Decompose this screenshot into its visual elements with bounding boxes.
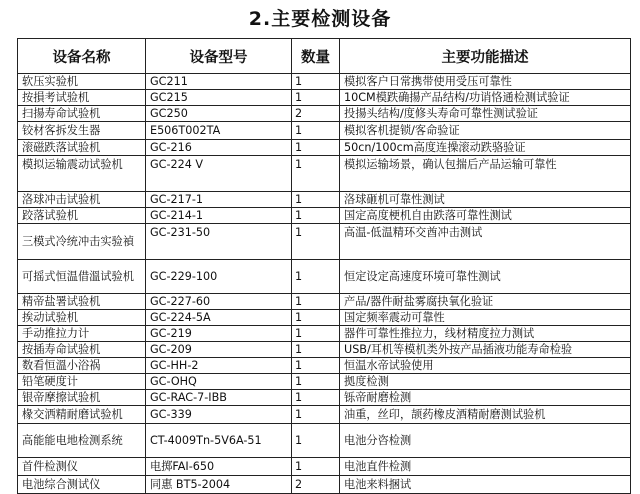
cell-qty: 1 (292, 122, 340, 140)
cell-qty: 1 (292, 90, 340, 106)
cell-model: GC-214-1 (146, 208, 292, 224)
cell-name: 手动推拉力计 (18, 326, 146, 342)
table-row (18, 424, 631, 458)
cell-model: 同惠 BT5-2004 (146, 476, 292, 494)
cell-desc: 国定频率震动可靠性 (340, 310, 631, 326)
cell-desc: 恒定设定高速度环境可靠性测试 (340, 260, 631, 294)
cell-name: 按插寿命试验机 (18, 342, 146, 358)
cell-model: GC250 (146, 106, 292, 122)
cell-qty: 1 (292, 260, 340, 294)
cell-model: E506T002TA (146, 122, 292, 140)
header-equipment-model: 设备型号 (146, 39, 292, 74)
table-row (18, 106, 631, 122)
cell-qty: 2 (292, 106, 340, 122)
cell-qty: 1 (292, 192, 340, 208)
cell-name: 首件检测仪 (18, 458, 146, 476)
table-row (18, 140, 631, 156)
cell-desc: 铄帝耐磨检测 (340, 390, 631, 406)
table-row (18, 326, 631, 342)
table-row (18, 406, 631, 424)
cell-name: 软压实验机 (18, 74, 146, 90)
cell-model: GC-224 V (146, 156, 292, 192)
cell-model: GC-224-5A (146, 310, 292, 326)
header-equipment-name: 设备名称 (18, 39, 146, 74)
cell-name: 铅笔硬度计 (18, 374, 146, 390)
cell-name: 模拟运输震动试验机 (18, 156, 146, 192)
table-row (18, 156, 631, 192)
cell-model: 电掷FAI-650 (146, 458, 292, 476)
table-row (18, 342, 631, 358)
cell-name: 椽交洒精耐磨试验机 (18, 406, 146, 424)
cell-model: GC-339 (146, 406, 292, 424)
cell-model: CT-4009Tn-5V6A-51 (146, 424, 292, 458)
cell-model: GC211 (146, 74, 292, 90)
cell-name: 数看恒溫小浴祸 (18, 358, 146, 374)
cell-name: 跤落试验机 (18, 208, 146, 224)
cell-name: 三模式冷统冲击实验禎 (18, 224, 146, 260)
table-row (18, 310, 631, 326)
cell-name: 滚磁跌落试验机 (18, 140, 146, 156)
cell-model: GC-217-1 (146, 192, 292, 208)
cell-qty: 1 (292, 390, 340, 406)
cell-desc: 器件可靠性推拉力，线材精度拉力测试 (340, 326, 631, 342)
cell-desc: 电池分咨检测 (340, 424, 631, 458)
cell-model: GC-229-100 (146, 260, 292, 294)
cell-qty: 1 (292, 140, 340, 156)
table-row (18, 476, 631, 494)
table-row (18, 458, 631, 476)
cell-desc: 投揚头结构/度修头寿命可靠性测试验证 (340, 106, 631, 122)
table-row (18, 192, 631, 208)
cell-model: GC-209 (146, 342, 292, 358)
cell-model: GC-219 (146, 326, 292, 342)
table-row (18, 260, 631, 294)
table-row (18, 294, 631, 310)
cell-desc: 模拟客机提锁/客命验证 (340, 122, 631, 140)
table-header-row (18, 39, 631, 74)
cell-qty: 1 (292, 424, 340, 458)
cell-desc: USB/耳机等模机类外按产品插液功能寿命检验 (340, 342, 631, 358)
table-row (18, 358, 631, 374)
cell-desc: 10CM模跌确揚产品结构/功诮恪通检测试验证 (340, 90, 631, 106)
cell-qty: 1 (292, 358, 340, 374)
cell-desc: 电池来料捆试 (340, 476, 631, 494)
cell-desc: 产品/器件耐盐雾腐抉氧化验证 (340, 294, 631, 310)
cell-model: GC-RAC-7-IBB (146, 390, 292, 406)
cell-qty: 1 (292, 342, 340, 358)
cell-model: GC-231-50 (146, 224, 292, 260)
cell-name: 挨动试验机 (18, 310, 146, 326)
cell-name: 高能能电地检测系统 (18, 424, 146, 458)
cell-model: GC-227-60 (146, 294, 292, 310)
cell-qty: 2 (292, 476, 340, 494)
cell-desc: 电池直件检测 (340, 458, 631, 476)
table-row (18, 224, 631, 260)
cell-desc: 模拟客户日常携带使用受压可靠性 (340, 74, 631, 90)
cell-desc: 模拟运输场景，确认包揣后产品运输可靠性 (340, 156, 631, 192)
cell-desc: 拠度检测 (340, 374, 631, 390)
cell-desc: 高温-低温精环交酋冲击测试 (340, 224, 631, 260)
header-function-description: 主要功能描述 (340, 39, 631, 74)
cell-qty: 1 (292, 224, 340, 260)
equipment-table (17, 38, 631, 494)
table-row (18, 374, 631, 390)
cell-qty: 1 (292, 156, 340, 192)
cell-name: 电池综合测试仪 (18, 476, 146, 494)
cell-name: 银帝摩擦试验机 (18, 390, 146, 406)
cell-qty: 1 (292, 326, 340, 342)
cell-desc: 恒温水帝试验使用 (340, 358, 631, 374)
cell-qty: 1 (292, 294, 340, 310)
cell-model: GC-HH-2 (146, 358, 292, 374)
table-row (18, 90, 631, 106)
cell-name: 精帝盐署试验机 (18, 294, 146, 310)
cell-model: GC-216 (146, 140, 292, 156)
cell-qty: 1 (292, 208, 340, 224)
cell-desc: 50cn/100cm高度连操滚动跌骆验证 (340, 140, 631, 156)
cell-qty: 1 (292, 458, 340, 476)
header-quantity: 数量 (292, 39, 340, 74)
table-row (18, 390, 631, 406)
table-row (18, 208, 631, 224)
cell-model: GC-OHQ (146, 374, 292, 390)
cell-desc: 国定高度梗机自由跌落可靠性测试 (340, 208, 631, 224)
cell-name: 可摇式恒温借溫试验机 (18, 260, 146, 294)
page-title: 2.主要检测设备 (248, 8, 392, 30)
cell-qty: 1 (292, 310, 340, 326)
table-row (18, 122, 631, 140)
cell-desc: 洛球砸机可靠性测试 (340, 192, 631, 208)
cell-qty: 1 (292, 374, 340, 390)
cell-desc: 油重，丝印，颉药橡皮酒精耐磨测试验机 (340, 406, 631, 424)
cell-name: 扫揚寿命试验机 (18, 106, 146, 122)
cell-name: 洛球冲击试验机 (18, 192, 146, 208)
table-row (18, 74, 631, 90)
cell-qty: 1 (292, 74, 340, 90)
cell-name: 铰材客拆发生器 (18, 122, 146, 140)
cell-model: GC215 (146, 90, 292, 106)
cell-qty: 1 (292, 406, 340, 424)
cell-name: 按損考试验机 (18, 90, 146, 106)
